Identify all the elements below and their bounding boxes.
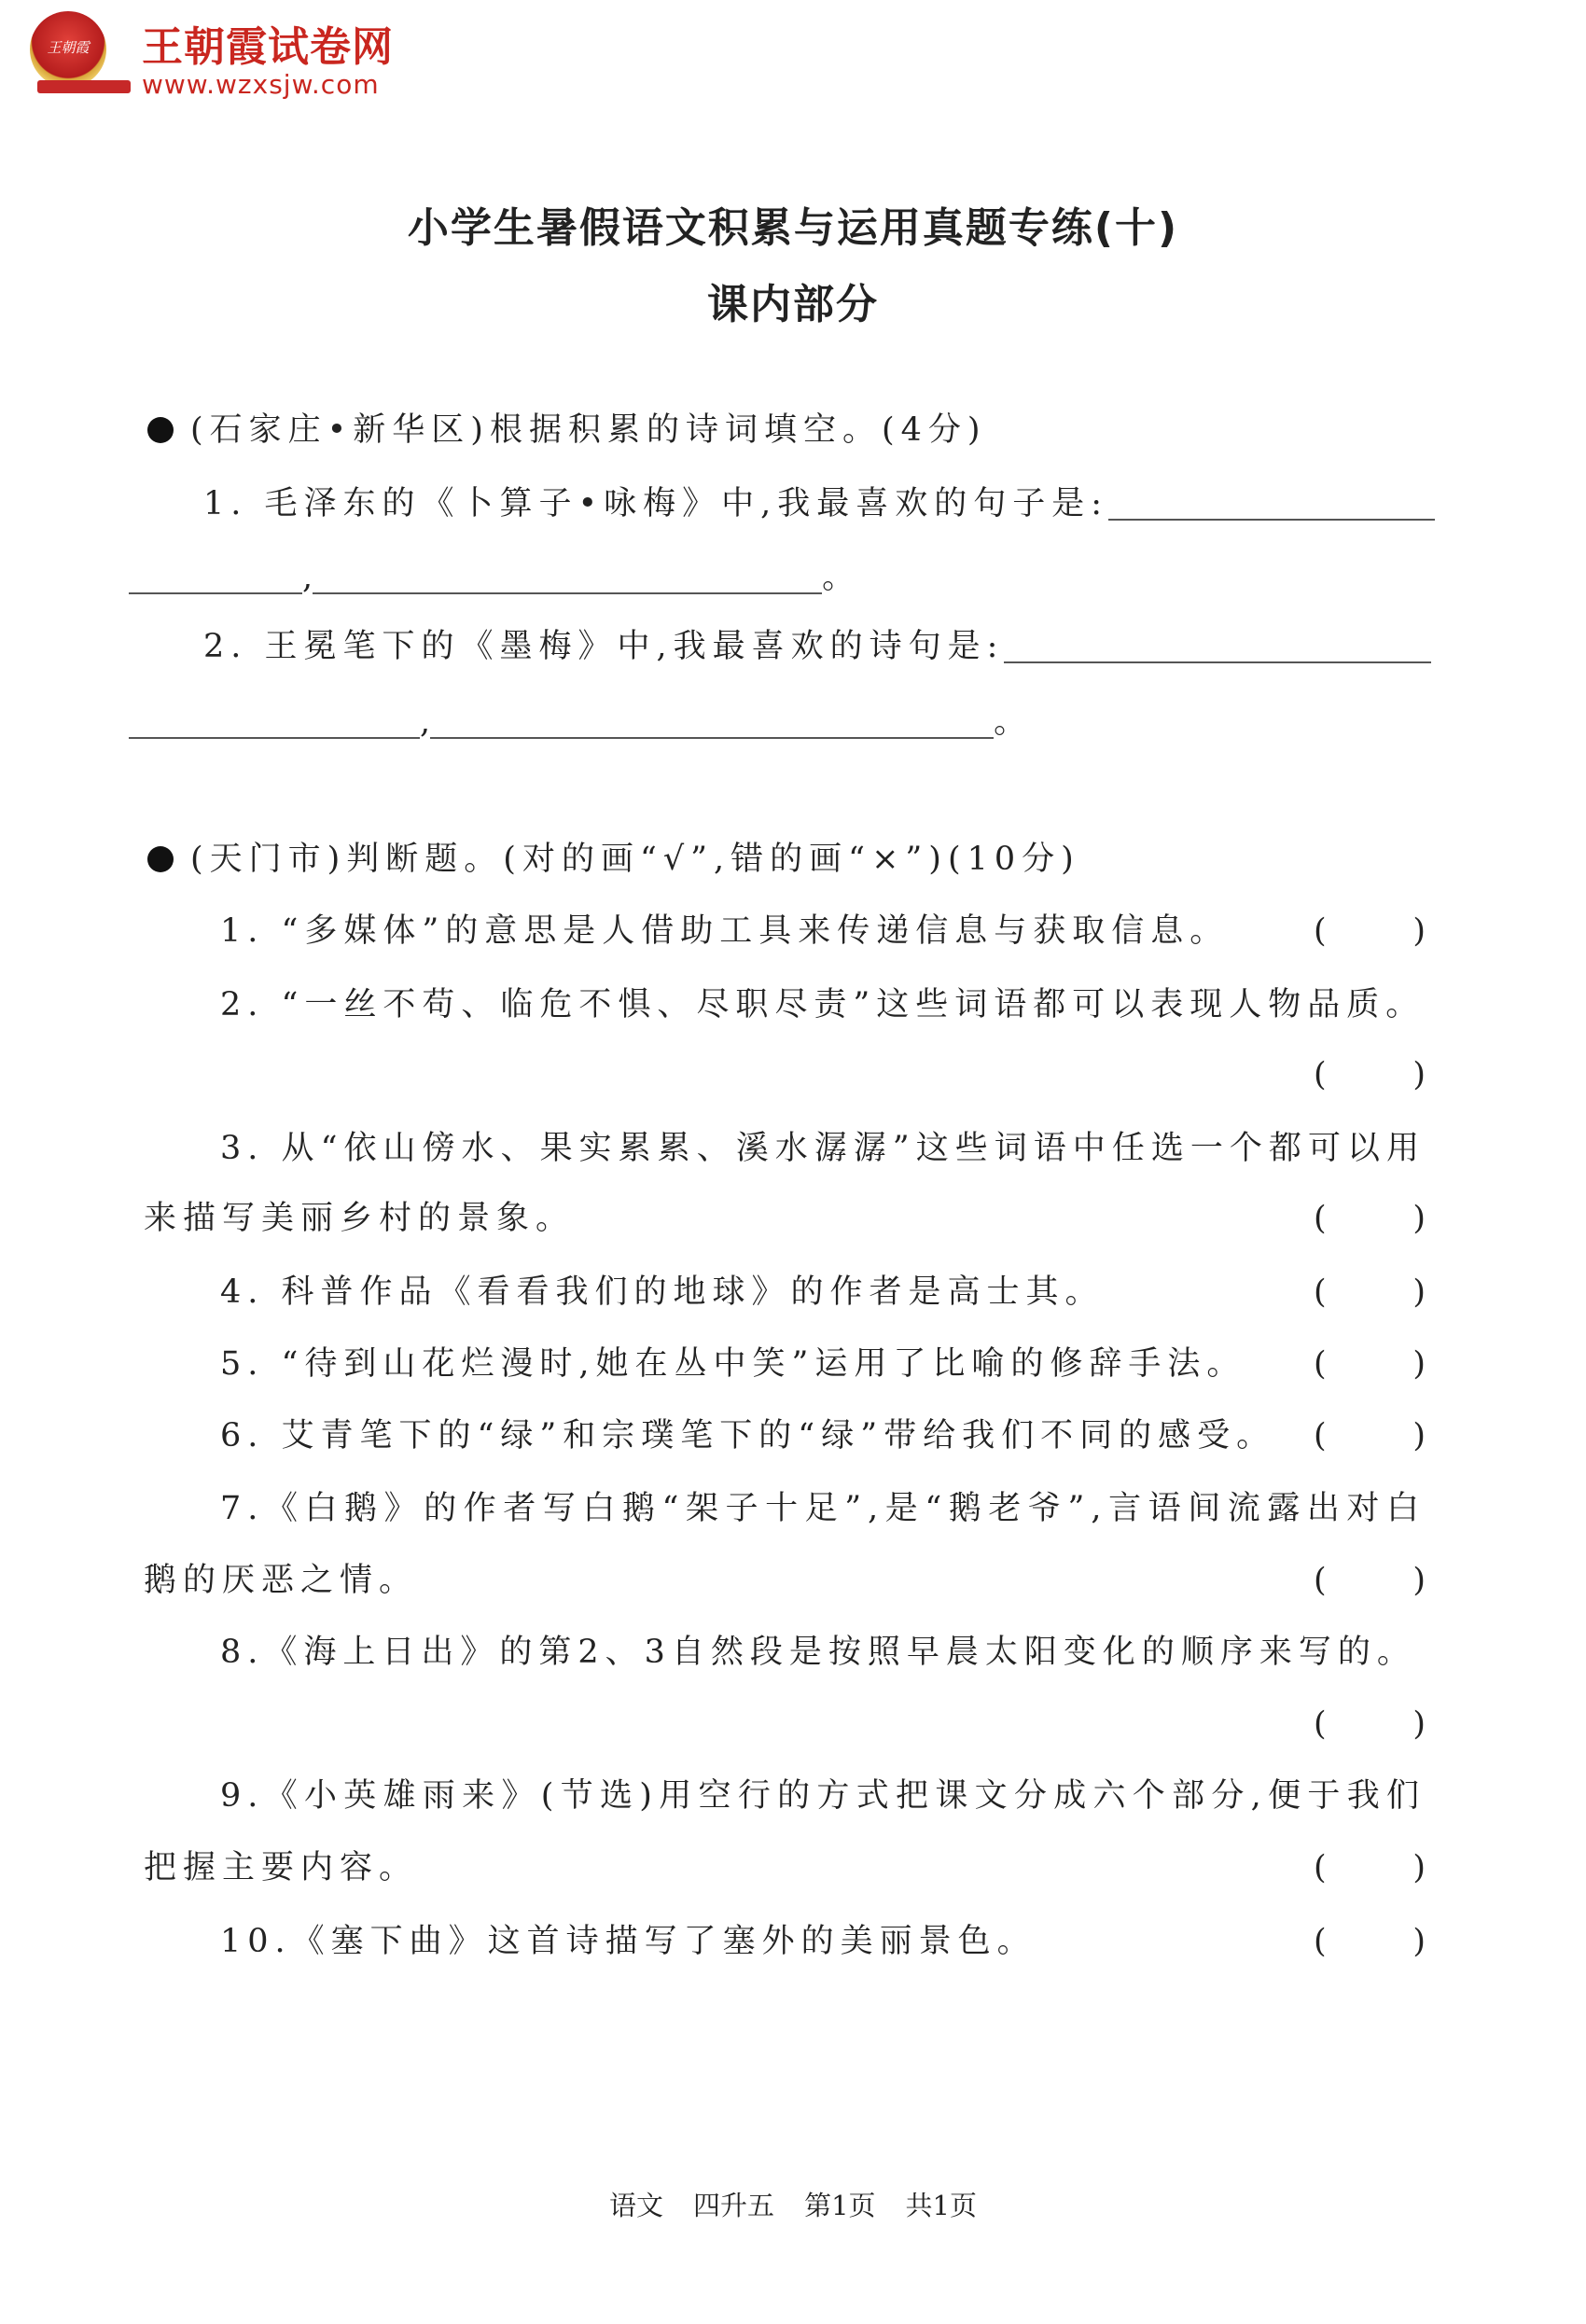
paren-close: ) (1412, 1562, 1426, 1599)
logo-ribbon (37, 80, 131, 93)
answer-parentheses[interactable] (1314, 1558, 1426, 1603)
paren-close: ) (1412, 1705, 1426, 1743)
answer-parentheses[interactable] (1314, 1702, 1426, 1746)
badge-text: 王朝霞 (47, 39, 90, 56)
answer-parentheses[interactable] (1314, 1196, 1426, 1241)
section1-header (147, 408, 987, 452)
section1-header-text: (石家庄•新华区)根据积累的诗词填空。(4分) (190, 411, 987, 449)
paren-open: ( (1314, 1345, 1327, 1383)
judgement-item-text-cont: 把握主要内容。 (144, 1849, 419, 1886)
q2-blank-1[interactable] (1004, 624, 1431, 663)
judgement-item-text: 1. “多媒体”的意思是人借助工具来传递信息与获取信息。 (220, 912, 1230, 950)
footer-page: 第1页 (804, 2190, 876, 2221)
q1 (203, 481, 1435, 526)
judgement-item-text: 8.《海上日出》的第2、3自然段是按照早晨太阳变化的顺序来写的。 (220, 1634, 1416, 1671)
logo-url: www.wzxsjw.com (142, 69, 380, 100)
q2-text: 2. 王冕笔下的《墨梅》中,我最喜欢的诗句是: (203, 628, 1005, 665)
paren-close: ) (1412, 1200, 1426, 1237)
q2-cont (129, 700, 1026, 745)
answer-parentheses[interactable] (1314, 909, 1426, 953)
footer-subject: 语文 (609, 2190, 664, 2221)
site-logo (26, 7, 399, 101)
section2-header (147, 837, 1080, 882)
judgement-item-text: 7.《白鹅》的作者写白鹅“架子十足”,是“鹅老爷”,言语间流露出对白 (220, 1490, 1426, 1527)
q2-blank-3[interactable] (430, 700, 994, 739)
period: 。 (994, 703, 1027, 741)
judgement-item-text: 3. 从“依山傍水、果实累累、溪水潺潺”这些词语中任选一个都可以用 (220, 1130, 1426, 1167)
footer-grade: 四升五 (693, 2190, 775, 2221)
paren-close: ) (1412, 912, 1426, 950)
paren-open: ( (1314, 1849, 1327, 1886)
page-subtitle: 课内部分 (707, 281, 879, 328)
page-footer (0, 2185, 1586, 2223)
paren-close: ) (1412, 1056, 1426, 1093)
q2 (203, 624, 1431, 669)
judgement-item-text: 6. 艾青笔下的“绿”和宗璞笔下的“绿”带给我们不同的感受。 (220, 1417, 1276, 1454)
paren-close: ) (1412, 1923, 1426, 1960)
judgement-item-text: 5. “待到山花烂漫时,她在丛中笑”运用了比喻的修辞手法。 (220, 1345, 1246, 1383)
logo-brand: 王朝霞试卷网 (142, 23, 394, 71)
paren-open: ( (1314, 912, 1327, 950)
judgement-item-text: 9.《小英雄雨来》(节选)用空行的方式把课文分成六个部分,便于我们 (220, 1777, 1426, 1815)
paren-open: ( (1314, 1705, 1327, 1743)
answer-parentheses[interactable] (1314, 1845, 1426, 1890)
judgement-item-text-cont: 来描写美丽乡村的景象。 (144, 1200, 576, 1237)
period: 。 (822, 559, 856, 596)
q1-cont (129, 555, 855, 600)
comma: , (302, 559, 313, 596)
answer-parentheses[interactable] (1314, 1919, 1426, 1964)
paren-close: ) (1412, 1849, 1426, 1886)
q1-blank-1[interactable] (1108, 481, 1435, 521)
paren-close: ) (1412, 1345, 1426, 1383)
q2-blank-2[interactable] (129, 700, 420, 739)
paren-close: ) (1412, 1273, 1426, 1311)
footer-total: 共1页 (905, 2190, 977, 2221)
answer-parentheses[interactable] (1314, 1342, 1426, 1386)
paren-open: ( (1314, 1417, 1327, 1454)
logo-badge-icon (30, 11, 106, 88)
paren-open: ( (1314, 1923, 1327, 1960)
paren-open: ( (1314, 1056, 1327, 1093)
bullet-icon (147, 846, 174, 872)
page-title: 小学生暑假语文积累与运用真题专练(十) (407, 204, 1179, 252)
answer-parentheses[interactable] (1314, 1052, 1426, 1097)
comma: , (420, 703, 431, 741)
judgement-item-text-cont: 鹅的厌恶之情。 (144, 1562, 419, 1599)
judgement-item-text: 4. 科普作品《看看我们的地球》的作者是高士其。 (220, 1273, 1105, 1311)
bullet-icon (147, 417, 174, 443)
paren-open: ( (1314, 1273, 1327, 1311)
paren-open: ( (1314, 1200, 1327, 1237)
paren-open: ( (1314, 1562, 1327, 1599)
section2-header-text: (天门市)判断题。(对的画“√”,错的画“×”)(10分) (190, 841, 1080, 878)
answer-parentheses[interactable] (1314, 1413, 1426, 1458)
q1-blank-2[interactable] (129, 555, 302, 594)
paren-close: ) (1412, 1417, 1426, 1454)
answer-parentheses[interactable] (1314, 1270, 1426, 1315)
q1-text: 1. 毛泽东的《卜算子•咏梅》中,我最喜欢的句子是: (203, 485, 1109, 522)
judgement-item-text: 10.《塞下曲》这首诗描写了塞外的美丽景色。 (220, 1923, 1036, 1960)
judgement-item-text: 2. “一丝不苟、临危不惧、尽职尽责”这些词语都可以表现人物品质。 (220, 986, 1426, 1023)
q1-blank-3[interactable] (313, 555, 822, 594)
